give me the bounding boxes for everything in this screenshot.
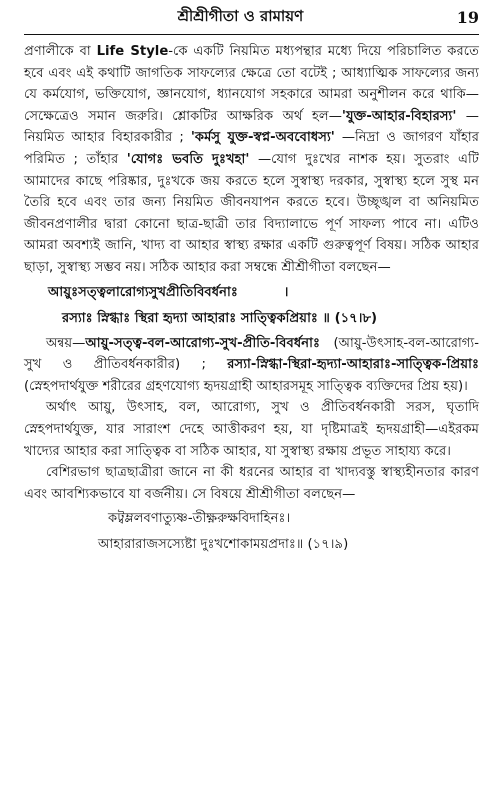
body-text: [24, 41, 479, 557]
running-title: শ্রীশ্রীগীতা ও রামায়ণ: [177, 6, 304, 25]
anvaya-paragraph: [24, 333, 479, 398]
anvaya-text-e: (স্নেহপদার্থযুক্ত শরীরের গ্রহণযোগ্য হৃদয়গ্রাহী আহারসমূহ সাত্ত্বিক ব্যক্তিদের প্রিয় হয়)।: [24, 378, 468, 394]
anvaya-term-1: আয়ু-সত্ত্ব-বল-আরোগ্য-সুখ-প্রীতি-বিবর্ধনাঃ: [85, 335, 320, 351]
verse-1-line-2: রস্যাঃ স্নিগ্ধাঃ স্থিরা হৃদ্যা আহারাঃ সাত্ত্বিকপ্রিয়াঃ ॥ (১৭।৮): [62, 310, 378, 326]
para1-text-i: —যোগ দুঃখের নাশক হয়। সুতরাং এটি আমাদের কাছে পরিষ্কার, দুঃখকে জয় করতে হলে সুস্বাস্থ্য দরকার, সুস্বাস্থ্য হলে সুস্থ মন তৈরি হবে এবং তার জন্য নিয়মিত জীবনযাপন করতে হবে। উচ্ছৃঙ্খল বা অনিয়মিত জীবনপ্রণালীর দ্বারা কোনো ছাত্র-ছাত্রী তার বিদ্যালাভে পূর্ণ সাফল্য পাবে না। এটিও আমরা অবশ্যই জানি, খাদ্য বা আহার স্বাস্থ্য রক্ষার একটি গুরুত্বপূর্ণ বিষয়। সঠিক আহার ছাড়া, সুস্বাস্থ্য সম্ভব নয়। সঠিক আহার করা সম্বন্ধে শ্রীশ্রীগীতা বলছেন—: [24, 151, 479, 275]
para1-text-c: -কে একটি নিয়মিত মধ্যপন্থার মধ্যে দিয়ে পরিচালিত করতে হবে এবং এই কথাটি জাগতিক সাফল্যের ক্ষেত্রে তো বটেই ; আধ্যাত্মিক সাফল্যের জন্য যে কর্মযোগ, ভক্তিযোগ, জ্ঞানযোগ, ধ্যানযোগ সহকারে আমরা অনুশীলন করে থাকি—সেক্ষেত্রেও সমান জরুরি। শ্লোকটির আক্ষরিক অর্থ হল—: [24, 44, 479, 124]
anvaya-term-2: রস্যা-স্নিগ্ধা-স্থিরা-হৃদ্যা-আহারাঃ-সাত্ত্বিক-প্রিয়াঃ: [227, 357, 479, 373]
verse-1-line-1: আয়ুঃসত্ত্বলারোগ্যসুখপ্রীতিবিবর্ধনাঃ ।: [48, 284, 289, 300]
paragraph-1: [24, 41, 479, 279]
anvaya-label: অন্বয়—: [46, 335, 86, 351]
verse-2-line-2: আহারারাজসস্যেষ্টা দুঃখশোকাময়প্রদাঃ॥ (১৭।৯): [98, 537, 349, 553]
term-yogah: 'যোগঃ ভবতি দুঃখহা': [126, 151, 250, 167]
running-header: [24, 0, 479, 35]
page-number: 19: [456, 7, 479, 27]
para1-text-a: প্রণালীকে বা: [24, 44, 97, 59]
paragraph-3: বেশিরভাগ ছাত্রছাত্রীরা জানে না কী ধরনের আহার বা খাদ্যবস্তু স্বাস্থ্যহীনতার কারণ এবং আবশ্যিকভাবে যা বর্জনীয়। সে বিষয়ে শ্রীশ্রীগীতা বলছেন—: [24, 465, 479, 502]
term-yukta-ahara: 'যুক্ত-আহার-বিহারস্য': [341, 108, 457, 124]
verse-2-line-1: কট্বম্ললবণাত্যুষ্ণ-তীক্ষ্ণরুক্ষবিদাহিনঃ।: [108, 511, 291, 527]
paragraph-2: অর্থাৎ আয়ু, উৎসাহ, বল, আরোগ্য, সুখ ও প্রীতিবর্ধনকারী সরস, ঘৃতাদি স্নেহপদার্থযুক্ত, যার সারাংশ দেহে আত্তীকরণ হয়, যা দৃষ্টিমাত্রই হৃদয়গ্রাহী—এইরকম খাদ্যের আহার করা সাত্ত্বিক বা সঠিক আহার, যা সুস্বাস্থ্য রক্ষায় প্রভূত সাহায্য করে।: [24, 400, 479, 459]
para1-text-e: —নিয়মিত আহার বিহারকারীর ;: [24, 108, 479, 146]
para1-text-g: —নিদ্রা ও জাগরণ যাঁহার পরিমিত ; তাঁহার: [24, 130, 479, 167]
term-karmasu: 'কর্মসু যুক্ত-স্বপ্ন-অববোধস্য': [190, 130, 335, 146]
life-style-term: Life Style: [96, 44, 169, 59]
anvaya-text-c: (আয়ু-উৎসাহ-বল-আরোগ্য-সুখ ও প্রীতিবর্ধনকারীর) ;: [24, 335, 479, 373]
